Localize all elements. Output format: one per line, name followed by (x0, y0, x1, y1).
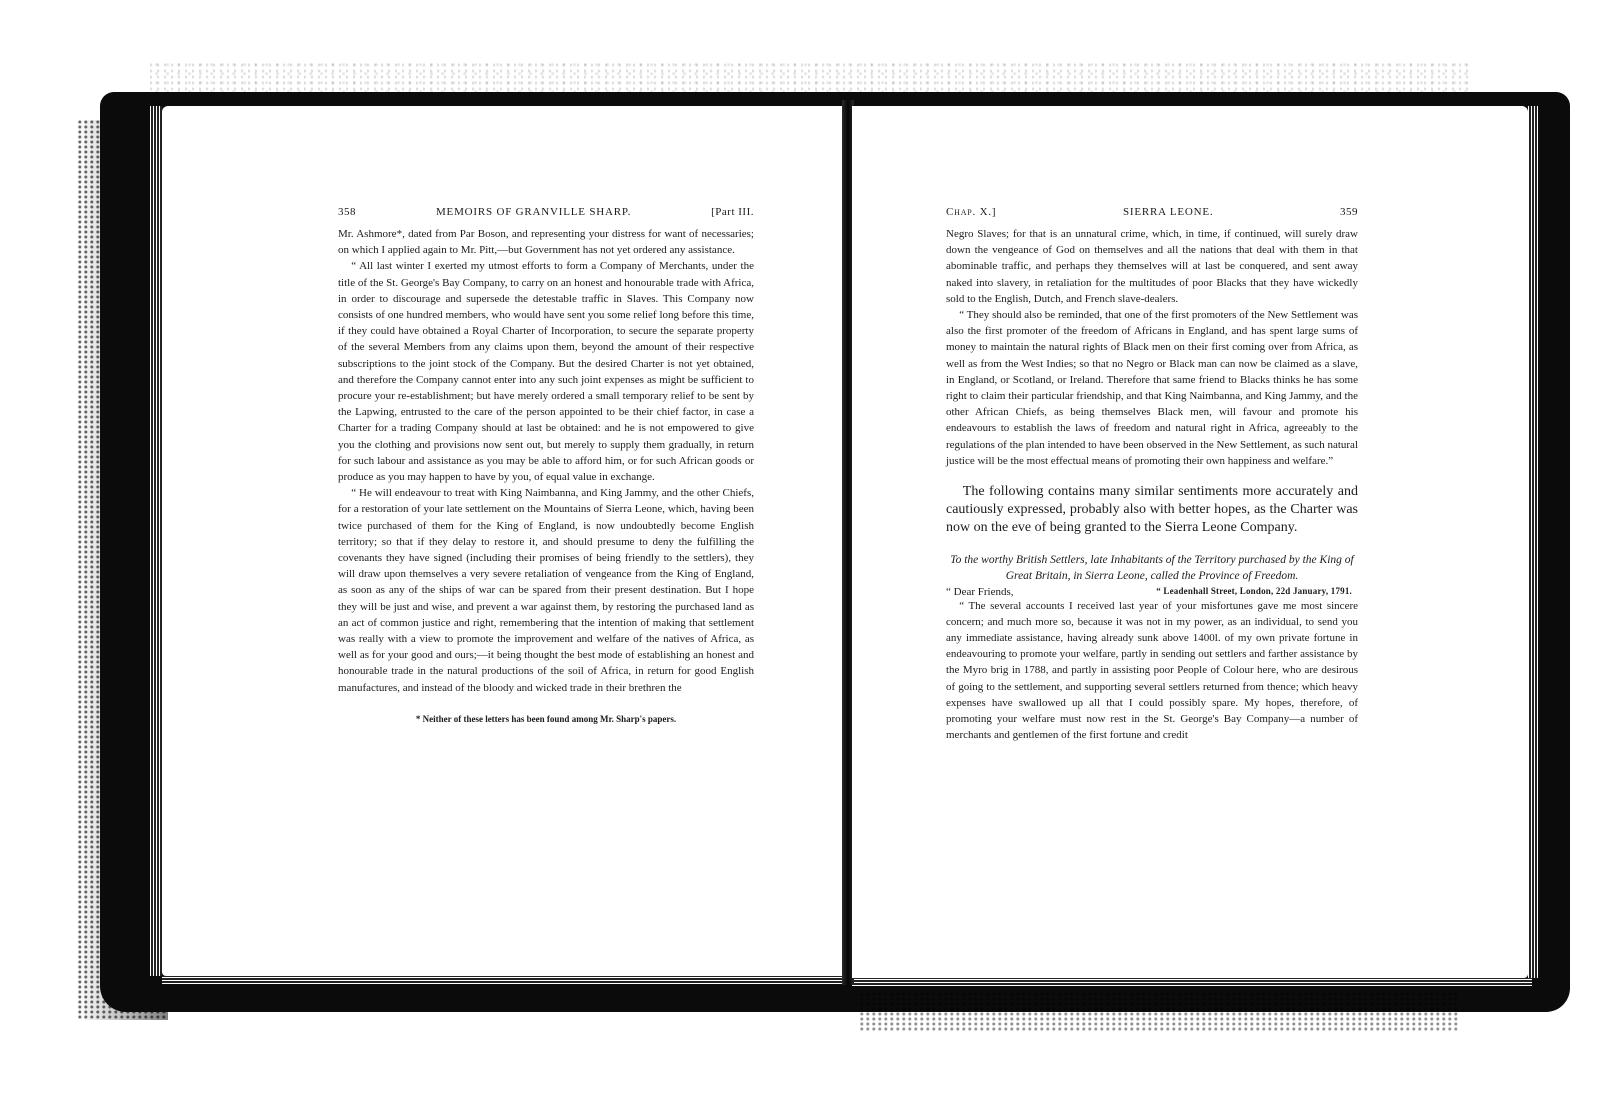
paragraph: “ He will endeavour to treat with King Naimbanna, and King Jammy, and the other Chiefs, for a restoration of your late settlement on the Mountains of Sierra Leone, which, having been twice purchased of them for the King of England, is now undoubtedly become English territory; so that if they delay to restore it, and should presume to deny the fulfilling the covenants they have signed (including their promises of being friendly to the settlers), they will draw upon themselves a very severe retaliation of vengeance from the King of England, as soon as any of the ships of war can be spared from their present destination. But I hope they will be just and wise, and prevent a war against them, by restoring the purchased land as an act of common justice and right, remembering that the intention of making that settlement was really with a view to promote the improvement and welfare of the natives of Africa, as well as for your good and ours;—it being thought the best mode of establishing an honest and honourable trade in the natural productions of the soil of Africa, in return for good English manufactures, and instead of the bloody and wicked trade in their brethren the (338, 487, 754, 694)
running-title: SIERRA LEONE. (1122, 206, 1214, 218)
left-page (162, 106, 844, 976)
chapter-label: Chap. X.] (946, 206, 997, 218)
footnote: * Neither of these letters has been found among Mr. Sharp's papers. (415, 713, 677, 724)
page-number: 359 (1340, 206, 1358, 218)
paragraph: “ They should also be reminded, that one of the first promoters of the New Settlement was also the first promoter of the freedom of Africans in England, and has spent large sums of money to maintain the natural rights of Black men on their first coming over from Africa, as well as from the West Indies; so that no Negro or Black man can now be claimed as a slave, in England, or Scotland, or Ireland. Therefore that same friend to Blacks thinks he has some right to claim their particular friendship, and that King Naimbanna, and King Jammy, and the other African Chiefs, as being themselves Black men, will favour and promote his endeavours to establish the laws of freedom and natural right in Africa, agreeably to the regulations of the plan intended to have been observed in the New Settlement, as such natural justice will be the most effectual means of promoting their own happiness and welfare.” (946, 309, 1358, 467)
paragraph: Negro Slaves; for that is an unnatural crime, which, in time, if continued, will surely draw down the vengeance of God on themselves and all the nations that deal with them in that abominable traffic, and perhaps they themselves will at last be conquered, and sent away naked into slavery, in retaliation for the multitudes of poor Blacks that they have wickedly sold to the English, Dutch, and French slave-dealers. (946, 228, 1358, 305)
right-page (852, 106, 1528, 978)
paragraph: Mr. Ashmore*, dated from Par Boson, and representing your distress for want of necessaries; on which I applied again to Mr. Pitt,—but Government has not yet ordered any assistance. (338, 228, 754, 257)
left-body (338, 226, 754, 696)
paragraph: “ All last winter I exerted my utmost efforts to form a Company of Merchants, under the title of the St. George's Bay Company, to carry on an honest and honourable trade with Africa, in order to discourage and supersede the detestable traffic in Slaves. This Company now consists of one hundred members, who would have sent you some relief long before this time, if they could have obtained a Royal Charter of Incorporation, to secure the separate property of the several Members from any claims upon them, beyond the amount of their respective subscriptions to the joint stock of the Company. But the desired Charter is not yet obtained, and therefore the Company cannot enter into any such joint expenses as might be sufficient to procure your re-establishment; but have merely ordered a small temporary relief to be sent by the Lapwing, entrusted to the care of the person appointed to be their chief factor, in case a Charter for a trading Company should at last be obtained: and he is not empowered to give you the clothing and provisions now sent out, but merely to supply them gradually, in return for such labour and assistance as you may be able to afford him, or for such African goods or produce as you may happen to have by you, of equal value in exchange. (338, 260, 754, 484)
dateline: “ Leadenhall Street, London, 22d January, 1791. (1156, 585, 1352, 596)
right-page-text (946, 206, 1358, 743)
large-paragraph: The following contains many similar sentiments more accurately and cautiously expressed, probably also with better hopes, as the Charter was now on the eve of being granted to the Sierra Leone Company. (946, 484, 1358, 536)
scan-noise-bottom (860, 992, 1460, 1032)
letter-address: To the worthy British Settlers, late Inhabitants of the Territory purchased by the King of Great Britain, in Sierra Leone, called the Province of Freedom. (950, 553, 1354, 582)
paragraph: “ The several accounts I received last year of your misfortunes gave me most sincere concern; and much more so, because it was not in my power, as an individual, to send you any immediate assistance, having already sunk above 1400l. of my own private fortune in endeavouring to promote your welfare, partly in sending out settlers and farther assistance by the Myro brig in 1788, and partly in assisting poor People of Colour here, who are desirous of going to the settlement, and supporting several settlers returned from thence; which heavy expenses have swallowed up all that I could possibly spare. My hopes, therefore, of promoting your welfare must now rest in the St. George's Bay Company—a number of merchants and gentlemen of the first fortune and credit (946, 599, 1358, 742)
page-edge-bottom-left (162, 976, 844, 984)
page-edge-bottom-right (852, 978, 1532, 986)
page-edge-right (1528, 106, 1538, 978)
right-running-head (946, 206, 1358, 218)
running-title: MEMOIRS OF GRANVILLE SHARP. (435, 206, 632, 218)
page-edge-left (150, 106, 162, 976)
left-running-head (338, 206, 754, 218)
letter-heading (946, 586, 1358, 598)
salutation: “ Dear Friends, (946, 585, 1014, 598)
right-body (946, 226, 1358, 469)
section-label: [Part III. (711, 206, 754, 218)
large-print-section (946, 483, 1358, 538)
page-number: 358 (338, 206, 356, 218)
left-page-text (338, 206, 754, 724)
letter-body (946, 598, 1358, 744)
